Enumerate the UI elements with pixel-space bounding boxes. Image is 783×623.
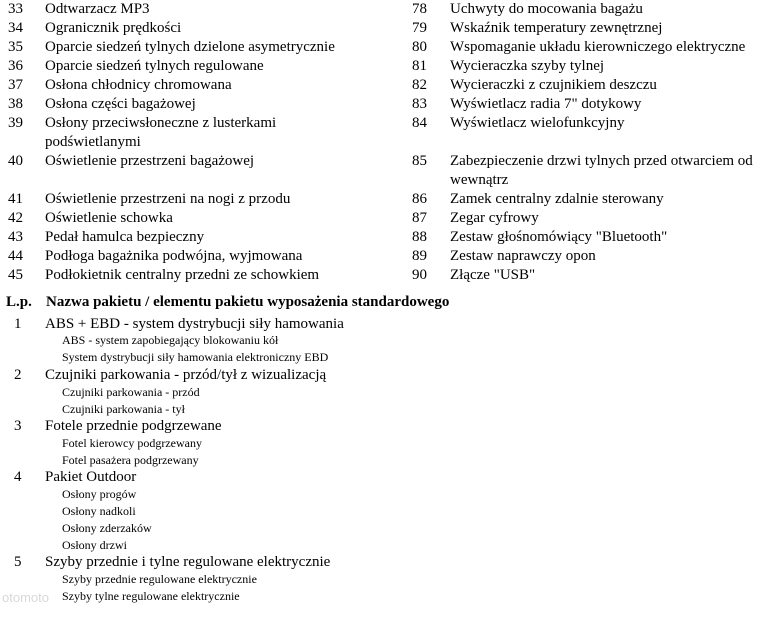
package-subitem: Osłony nadkoli bbox=[62, 504, 136, 518]
package-subitem: Szyby przednie regulowane elektrycznie bbox=[62, 572, 257, 586]
package-subitem: Czujniki parkowania - tył bbox=[62, 402, 185, 416]
package-name-column-header: Nazwa pakietu / elementu pakietu wyposażenia standardowego bbox=[46, 294, 450, 310]
package-subitem: Czujniki parkowania - przód bbox=[62, 385, 200, 399]
watermark: otomoto bbox=[2, 590, 49, 605]
lp-column-header: L.p. bbox=[6, 294, 32, 310]
package-subitem: Szyby tylne regulowane elektrycznie bbox=[62, 589, 240, 603]
package-subitem: Osłony drzwi bbox=[62, 538, 127, 552]
package-subitem: Fotel pasażera podgrzewany bbox=[62, 453, 199, 467]
package-subitem: Osłony progów bbox=[62, 487, 137, 501]
package-subitem: ABS - system zapobiegający blokowaniu kół bbox=[62, 333, 279, 347]
package-subitem: Fotel kierowcy podgrzewany bbox=[62, 436, 202, 450]
package-subitem: Osłony zderzaków bbox=[62, 521, 152, 535]
package-subitem: System dystrybucji siły hamowania elektroniczny EBD bbox=[62, 350, 329, 364]
